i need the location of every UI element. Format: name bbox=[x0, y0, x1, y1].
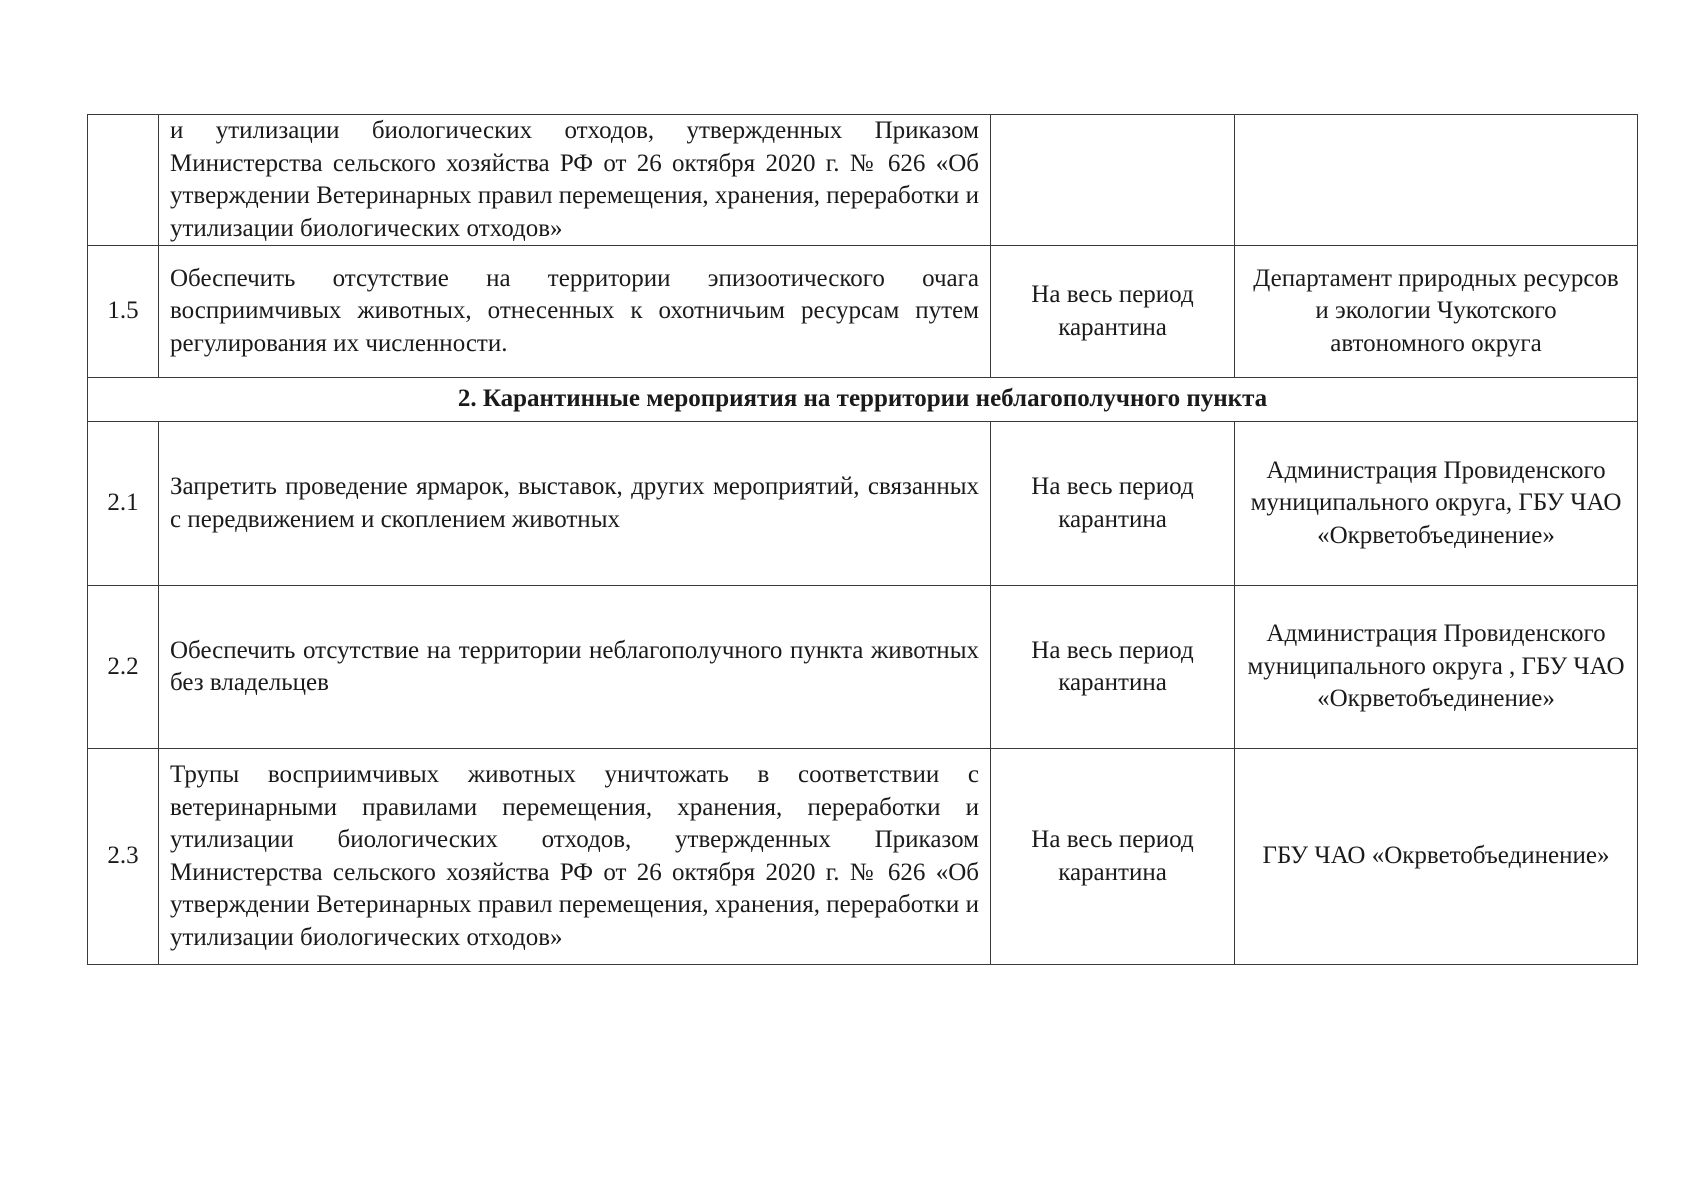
section-header-row bbox=[88, 378, 1638, 422]
table-row bbox=[88, 422, 1638, 586]
table-row bbox=[88, 586, 1638, 749]
executor-cell bbox=[1235, 115, 1638, 246]
row-number-cell: 2.3 bbox=[88, 749, 159, 965]
row-number-cell: 2.2 bbox=[88, 586, 159, 749]
section-title: 2. Карантинные мероприятия на территории неблагополучного пункта bbox=[88, 378, 1638, 422]
measure-text-cell: Запретить проведение ярмарок, выставок, других мероприятий, связанных с передвижением и скоплением животных bbox=[159, 422, 991, 586]
table-row bbox=[88, 749, 1638, 965]
executor-cell: ГБУ ЧАО «Окрветобъединение» bbox=[1235, 749, 1638, 965]
period-cell: На весь период карантина bbox=[991, 586, 1235, 749]
table-row bbox=[88, 115, 1638, 246]
executor-cell: Администрация Провиденского муниципального округа , ГБУ ЧАО «Окрветобъединение» bbox=[1235, 586, 1638, 749]
executor-cell: Департамент природных ресурсов и экологии Чукотского автономного округа bbox=[1235, 246, 1638, 378]
table-row bbox=[88, 246, 1638, 378]
row-number-cell: 2.1 bbox=[88, 422, 159, 586]
period-cell: На весь период карантина bbox=[991, 246, 1235, 378]
period-cell bbox=[991, 115, 1235, 246]
period-cell: На весь период карантина bbox=[991, 749, 1235, 965]
row-number-cell bbox=[88, 115, 159, 246]
measure-text-cell: и утилизации биологических отходов, утвержденных Приказом Министерства сельского хозяйства РФ от 26 октября 2020 г. № 626 «Об утверждении Ветеринарных правил перемещения, хранения, переработки и утилизации биологических отходов» bbox=[159, 115, 991, 246]
executor-cell: Администрация Провиденского муниципального округа, ГБУ ЧАО «Окрветобъединение» bbox=[1235, 422, 1638, 586]
measure-text-cell: Обеспечить отсутствие на территории эпизоотического очага восприимчивых животных, отнесенных к охотничьим ресурсам путем регулирования их численности. bbox=[159, 246, 991, 378]
period-cell: На весь период карантина bbox=[991, 422, 1235, 586]
measure-text-cell: Обеспечить отсутствие на территории неблагополучного пункта животных без владельцев bbox=[159, 586, 991, 749]
measures-table bbox=[87, 114, 1638, 965]
measure-text-cell: Трупы восприимчивых животных уничтожать в соответствии с ветеринарными правилами перемещения, хранения, переработки и утилизации биологических отходов, утвержденных Приказом Министерства сельского хозяйства РФ от 26 октября 2020 г. № 626 «Об утверждении Ветеринарных правил перемещения, хранения, переработки и утилизации биологических отходов» bbox=[159, 749, 991, 965]
row-number-cell: 1.5 bbox=[88, 246, 159, 378]
